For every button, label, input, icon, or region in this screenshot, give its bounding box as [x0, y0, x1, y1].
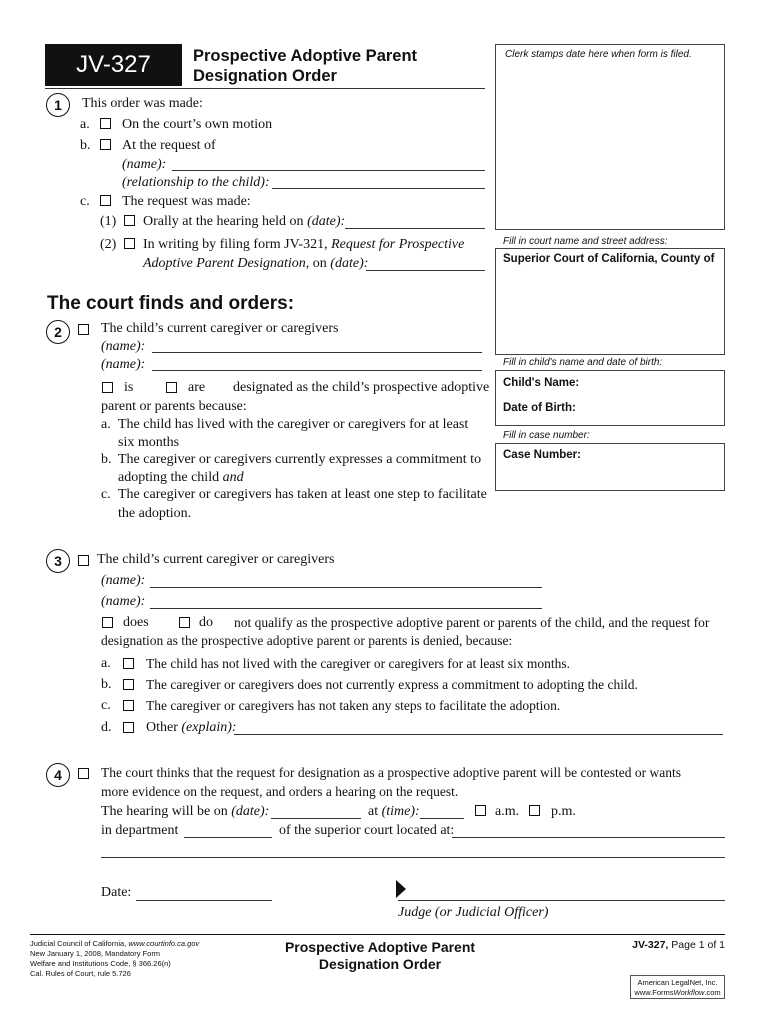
s4-at-text: at	[368, 804, 379, 819]
s3-d-letter: d.	[101, 720, 112, 735]
s3-name-label-1: (name):	[101, 573, 146, 588]
s4-text2: more evidence on the request, and orders a hearing on the request.	[101, 784, 459, 799]
s1-c-checkbox[interactable]	[100, 195, 111, 206]
s1-c2-form-title: Request for Prospective	[331, 237, 465, 252]
signature-arrow-icon	[396, 880, 406, 898]
s1-c1-date-label: (date):	[307, 214, 346, 229]
s4-dept-text: in department	[101, 823, 179, 838]
s2-b-text1: The caregiver or caregivers currently expresses a commitment to	[118, 452, 482, 467]
s3-does-checkbox[interactable]	[102, 617, 113, 628]
footer-line1	[30, 939, 199, 949]
s3-name-label-2: (name):	[101, 594, 146, 609]
s1-c2-checkbox[interactable]	[124, 238, 135, 249]
child-name-label: Child's Name:	[503, 377, 580, 389]
s1-c1-text	[143, 214, 345, 230]
court-label: Superior Court of California, County of	[503, 253, 715, 265]
s3-do-label: do	[199, 615, 213, 630]
s2-is-checkbox[interactable]	[102, 382, 113, 393]
s2-a-text1: The child has lived with the caregiver or caregivers for at least	[118, 417, 469, 432]
s1-intro: This order was made:	[82, 96, 203, 111]
s3-checkbox[interactable]	[78, 555, 89, 566]
s3-d-other: Other	[146, 720, 178, 735]
form-title-line2: Designation Order	[193, 67, 337, 85]
s3-do-checkbox[interactable]	[179, 617, 190, 628]
s3-a-text: The child has not lived with the caregiver or caregivers for at least six months.	[146, 656, 570, 671]
s3-c-letter: c.	[101, 698, 111, 713]
vendor-box	[630, 975, 725, 999]
vendor-www: www.Forms	[634, 988, 674, 997]
s1-a-letter: a.	[80, 117, 90, 132]
s1-c2-text	[143, 237, 464, 253]
s1-c-text: The request was made:	[122, 194, 251, 209]
s4-time-label: (time):	[381, 804, 420, 819]
s3-a-checkbox[interactable]	[123, 658, 134, 669]
vendor-com: .com	[704, 988, 721, 997]
section-3-number: 3	[46, 549, 70, 573]
s1-c2-form-title-2: Adoptive Parent Designation,	[143, 256, 310, 271]
s1-a-checkbox[interactable]	[100, 118, 111, 129]
s3-qualify-text2: designation as the prospective adoptive parent or parents is denied, because:	[101, 633, 513, 648]
s2-b-and: and	[222, 470, 244, 485]
s4-court-loc-field-2[interactable]	[101, 857, 725, 858]
s2-c-text1: The caregiver or caregivers has taken at least one step to facilitate	[118, 487, 487, 502]
s4-date-label: (date):	[231, 804, 270, 819]
dob-label: Date of Birth:	[503, 402, 576, 414]
child-info-box[interactable]	[495, 370, 725, 426]
s2-name-label-1: (name):	[101, 339, 146, 354]
s3-name-field-1[interactable]	[150, 587, 542, 588]
page-text: Page 1 of 1	[671, 939, 725, 951]
s4-court-loc-text: of the superior court located at:	[279, 823, 455, 838]
s3-explain-label: (explain):	[181, 720, 237, 735]
footer-title-line2: Designation Order	[318, 956, 442, 972]
s2-a-text2: six months	[118, 435, 180, 450]
s2-designated-text: designated as the child’s prospective adoptive	[233, 380, 490, 395]
s1-b-text: At the request of	[122, 138, 216, 153]
s4-dept-field[interactable]	[184, 837, 272, 838]
footer-title	[250, 939, 510, 973]
s1-c1-text-main: Orally at the hearing held on	[143, 214, 304, 229]
footer-title-line1: Prospective Adoptive Parent	[284, 939, 476, 955]
s4-pm-label: p.m.	[551, 804, 576, 819]
footer-citations	[30, 939, 199, 979]
s3-a-letter: a.	[101, 656, 111, 671]
s4-time-line	[368, 804, 420, 820]
s2-text: The child’s current caregiver or caregivers	[101, 321, 339, 336]
s4-am-label: a.m.	[495, 804, 520, 819]
s1-b-checkbox[interactable]	[100, 139, 111, 150]
court-hint: Fill in court name and street address:	[503, 236, 668, 247]
clerk-note: Clerk stamps date here when form is filed.	[505, 49, 692, 60]
page-indicator	[632, 939, 725, 951]
s2-name-label-2: (name):	[101, 357, 146, 372]
s2-is-label: is	[124, 380, 134, 395]
footer-line2: New January 1, 2008, Mandatory Form	[30, 949, 161, 958]
s2-are-checkbox[interactable]	[166, 382, 177, 393]
s1-a-text: On the court’s own motion	[122, 117, 273, 132]
s1-c1-checkbox[interactable]	[124, 215, 135, 226]
findings-heading: The court finds and orders:	[47, 293, 295, 314]
s1-name-field[interactable]	[172, 170, 485, 171]
s4-court-loc-field[interactable]	[452, 837, 725, 838]
page-form: JV-327,	[632, 939, 669, 951]
s2-c-letter: c.	[101, 487, 111, 502]
s3-does-label: does	[123, 615, 149, 630]
date-label: Date:	[101, 885, 132, 900]
s3-text: The child’s current caregiver or caregivers	[97, 552, 335, 567]
case-number-box[interactable]	[495, 443, 725, 491]
s1-relationship-field[interactable]	[272, 188, 485, 189]
form-title-line1: Prospective Adoptive Parent	[193, 47, 418, 65]
s4-checkbox[interactable]	[78, 768, 89, 779]
s3-b-checkbox[interactable]	[123, 679, 134, 690]
s2-checkbox[interactable]	[78, 324, 89, 335]
child-hint: Fill in child's name and date of birth:	[503, 357, 663, 368]
s2-name-field-1[interactable]	[152, 352, 482, 353]
s3-b-text: The caregiver or caregivers does not currently express a commitment to adopting the child.	[146, 677, 638, 692]
s2-are-label: are	[188, 380, 206, 395]
section-1-number: 1	[46, 93, 70, 117]
s1-c2-text-main: In writing by filing form JV-321,	[143, 237, 328, 252]
form-number-badge	[45, 44, 182, 86]
s3-b-letter: b.	[101, 677, 112, 692]
case-hint: Fill in case number:	[503, 430, 590, 441]
clerk-stamp-box	[495, 44, 725, 230]
s1-c2-line2	[143, 256, 368, 272]
s3-c-checkbox[interactable]	[123, 700, 134, 711]
s1-c2-num: (2)	[100, 237, 117, 252]
footer-line4: Cal. Rules of Court, rule 5.726	[30, 969, 131, 978]
footer-rule	[30, 934, 725, 935]
vendor-line2[interactable]	[631, 988, 724, 998]
s1-c2-date-label: (date):	[330, 256, 369, 271]
judge-label: Judge (or Judicial Officer)	[398, 905, 549, 920]
s1-c1-num: (1)	[100, 214, 117, 229]
vendor-line1: American LegalNet, Inc.	[637, 978, 718, 987]
vendor-workflow: Workflow	[673, 988, 705, 997]
s3-explain-field[interactable]	[234, 734, 723, 735]
s2-name-field-2[interactable]	[152, 370, 482, 371]
s2-b-line2	[118, 470, 244, 486]
s1-b-letter: b.	[80, 138, 91, 153]
s3-d-checkbox[interactable]	[123, 722, 134, 733]
s3-name-field-2[interactable]	[150, 608, 542, 609]
s1-c-letter: c.	[80, 194, 90, 209]
footer-council: Judicial Council of California,	[30, 939, 127, 948]
footer-url[interactable]: www.courtinfo.ca.gov	[128, 939, 200, 948]
signature-date-field[interactable]	[136, 900, 272, 901]
s3-c-text: The caregiver or caregivers has not taken any steps to facilitate the adoption.	[146, 698, 561, 713]
footer-line3: Welfare and Institutions Code, § 366.26(n)	[30, 959, 171, 968]
s3-d-text	[146, 720, 237, 736]
s4-am-checkbox[interactable]	[475, 805, 486, 816]
s1-c1-date-field[interactable]	[345, 228, 485, 229]
s1-relationship-label: (relationship to the child):	[122, 175, 270, 190]
form-number: JV-327	[76, 51, 151, 78]
case-label: Case Number:	[503, 449, 581, 461]
court-name-box[interactable]	[495, 248, 725, 355]
s2-a-letter: a.	[101, 417, 111, 432]
s4-time-field[interactable]	[420, 818, 464, 819]
s2-b-text2: adopting the child	[118, 470, 220, 485]
judge-signature-field[interactable]	[398, 900, 725, 901]
s3-qualify-text: not qualify as the prospective adoptive parent or parents of the child, and the request for	[234, 615, 710, 630]
s2-c-text2: the adoption.	[118, 506, 192, 521]
s4-text1: The court thinks that the request for designation as a prospective adoptive parent will be contested or wants	[101, 765, 681, 780]
header-rule	[45, 88, 485, 89]
form-title	[193, 46, 417, 86]
s4-hearing-text: The hearing will be on	[101, 804, 228, 819]
s1-c2-date-field[interactable]	[366, 270, 485, 271]
s4-date-field[interactable]	[271, 818, 361, 819]
s1-c2-on: on	[312, 256, 327, 271]
s2-parent-text: parent or parents because:	[101, 399, 247, 414]
section-2-number: 2	[46, 320, 70, 344]
s4-pm-checkbox[interactable]	[529, 805, 540, 816]
section-4-number: 4	[46, 763, 70, 787]
s4-hearing-line	[101, 804, 269, 820]
s1-name-label: (name):	[122, 157, 167, 172]
s2-b-letter: b.	[101, 452, 112, 467]
